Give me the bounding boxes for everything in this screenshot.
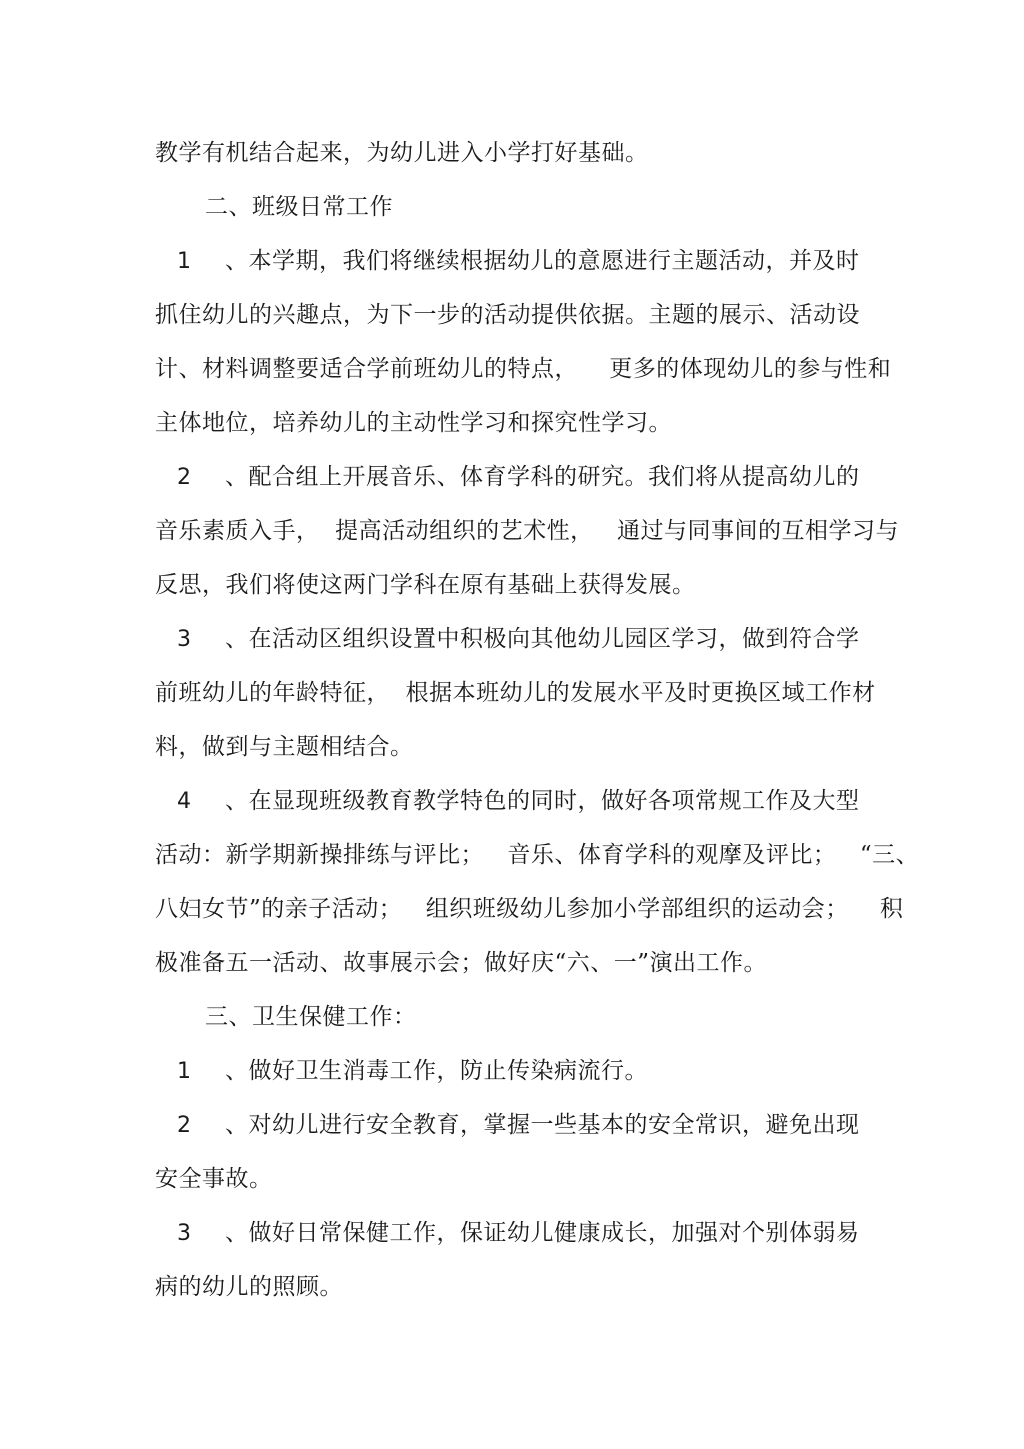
text-line: 计、材料调整要适合学前班幼儿的特点， 更多的体现幼儿的参与性和 bbox=[155, 356, 892, 382]
text-line: 主体地位，培养幼儿的主动性学习和探究性学习。 bbox=[155, 410, 672, 436]
text-line: 抓住幼儿的兴趣点，为下一步的活动提供依据。主题的展示、活动设 bbox=[155, 302, 860, 328]
text-line: 教学有机结合起来，为幼儿进入小学打好基础。 bbox=[155, 140, 649, 166]
text-line: 八妇女节”的亲子活动； 组织班级幼儿参加小学部组织的运动会； 积 bbox=[155, 896, 904, 922]
item-text: 、在活动区组织设置中积极向其他幼儿园区学习，做到符合学 bbox=[225, 626, 860, 652]
numbered-item bbox=[155, 462, 860, 493]
text-line: 反思，我们将使这两门学科在原有基础上获得发展。 bbox=[155, 572, 696, 598]
item-number: 4 bbox=[177, 789, 192, 814]
text-line: 极准备五一活动、故事展示会；做好庆“六、一”演出工作。 bbox=[155, 950, 768, 976]
text-line: 音乐素质入手， 提高活动组织的艺术性， 通过与同事间的互相学习与 bbox=[155, 518, 900, 544]
numbered-item bbox=[155, 1110, 860, 1141]
text-line: 料，做到与主题相结合。 bbox=[155, 734, 414, 760]
text-line: 病的幼儿的照顾。 bbox=[155, 1274, 343, 1300]
numbered-item bbox=[155, 1218, 860, 1249]
item-text: 、对幼儿进行安全教育，掌握一些基本的安全常识，避免出现 bbox=[225, 1112, 860, 1138]
item-number: 1 bbox=[177, 1059, 192, 1084]
text-line: 活动：新学期新操排练与评比； 音乐、体育学科的观摩及评比； “三、 bbox=[155, 842, 920, 868]
text-line: 前班幼儿的年龄特征， 根据本班幼儿的发展水平及时更换区域工作材 bbox=[155, 680, 876, 706]
item-number: 2 bbox=[177, 1113, 192, 1138]
item-number: 3 bbox=[177, 627, 192, 652]
section-heading: 三、卫生保健工作： bbox=[205, 1004, 417, 1030]
text-line: 安全事故。 bbox=[155, 1166, 273, 1192]
item-text: 、做好卫生消毒工作，防止传染病流行。 bbox=[225, 1058, 648, 1084]
item-number: 3 bbox=[177, 1221, 192, 1246]
numbered-item bbox=[155, 624, 860, 655]
item-text: 、做好日常保健工作，保证幼儿健康成长，加强对个别体弱易 bbox=[225, 1220, 860, 1246]
item-text: 、配合组上开展音乐、体育学科的研究。我们将从提高幼儿的 bbox=[225, 464, 860, 490]
numbered-item bbox=[155, 246, 860, 277]
item-number: 1 bbox=[177, 249, 192, 274]
item-text: 、在显现班级教育教学特色的同时，做好各项常规工作及大型 bbox=[225, 788, 860, 814]
section-heading: 二、班级日常工作 bbox=[205, 194, 393, 220]
numbered-item bbox=[155, 786, 860, 817]
numbered-item bbox=[155, 1056, 648, 1087]
item-number: 2 bbox=[177, 465, 192, 490]
item-text: 、本学期，我们将继续根据幼儿的意愿进行主题活动，并及时 bbox=[225, 248, 860, 274]
